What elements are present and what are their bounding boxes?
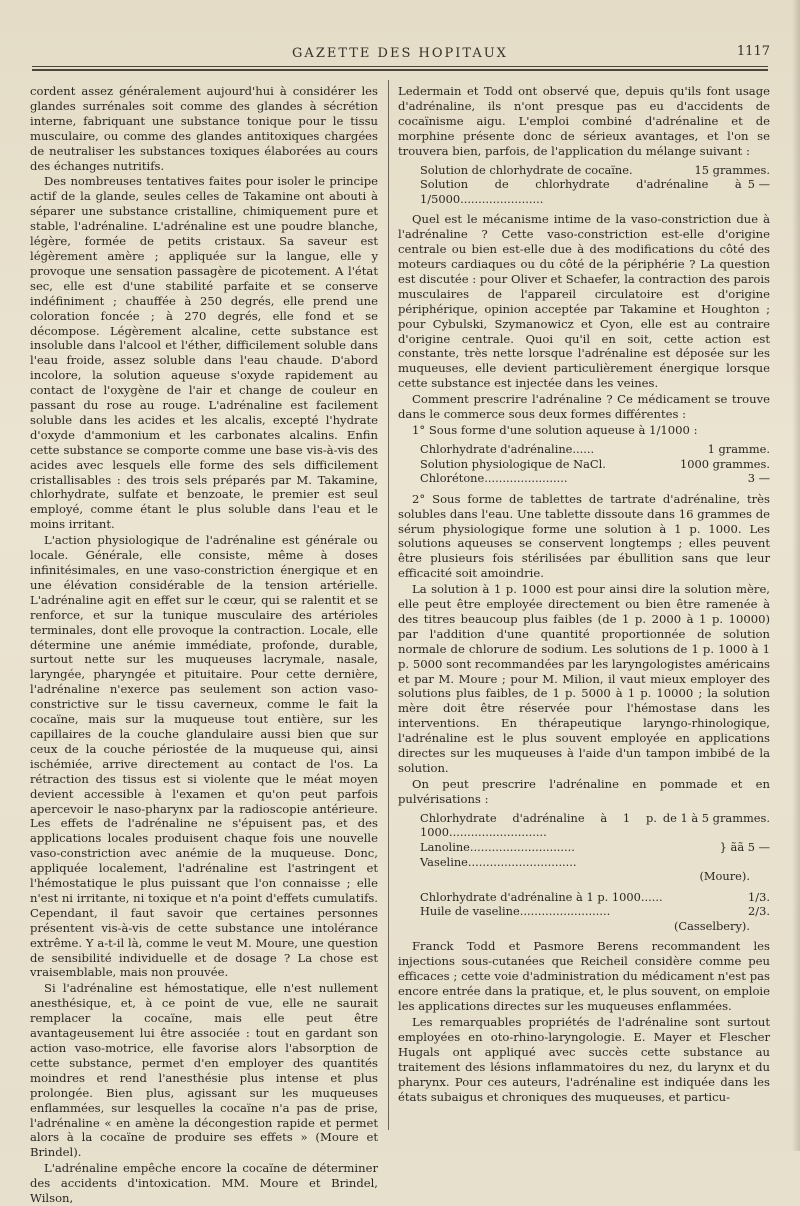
right-paragraph-2: Quel est le mécanisme intime de la vaso-constriction due à l'adrénaline ? Cette vaso-constriction est-elle d'origine centrale ou bien est-elle due à des modifications du côté des moteurs cardiaques ou du côté de la périphérie ? La question est discutée : pour Oliver et Schaefer, la contraction des parois musculaires de l'appareil circulatoire est d'origine périphérique, opinion acceptée par Takamine et Houghton ; pour Cybulski, Szymanowicz et Cyon, elle est au contraire d'origine centrale. Quoi qu'il en soit, cette action est constante, très nette lorsque l'adrénaline est déposée sur les muqueuses, elle devient particulièrement énergique lorsque cette substance est injectée dans les veines. <box>398 212 770 391</box>
recipe-line <box>420 163 770 178</box>
column-divider <box>388 80 389 1130</box>
recipe-author: (Moure). <box>699 869 750 884</box>
recipe-quantity: } ãã 5 — <box>719 839 770 854</box>
recipe-ingredient: Solution de chlorhydrate d'adrénaline à 1/5000....................... <box>420 177 742 206</box>
recipe-quantity: 1/3. <box>748 889 770 904</box>
recipe-line <box>420 904 770 919</box>
left-paragraph-4: Si l'adrénaline est hémostatique, elle n'est nullement anesthésique, et, à ce point de vue, elle ne saurait remplacer la cocaïne, mais elle peut être avantageusement lui être associée : tout en gardant son action vaso-motrice, elle favorise alors l'absorption de cette substance, permet d'en employer des quantités moindres et rend l'anesthésie plus intense et plus prolongée. Bien plus, agissant sur les muqueuses enflammées, sur lesquelles la cocaïne n'a pas de prise, l'adrénaline « en amène la décongestion rapide et permet alors à la cocaïne de produire ses effets » (Moure et Brindel). <box>30 981 378 1160</box>
right-paragraph-3: Comment prescrire l'adrénaline ? Ce médicament se trouve dans le commerce sous deux formes différentes : <box>398 392 770 422</box>
right-paragraph-4: 1° Sous forme d'une solution aqueuse à 1/1000 : <box>412 423 698 437</box>
header-rule-thin <box>32 66 768 67</box>
recipe-aqueous-solution <box>420 442 770 486</box>
page-edge-shadow <box>792 0 800 1151</box>
left-paragraph-2: Des nombreuses tentatives faites pour isoler le principe actif de la glande, seules celles de Takamine ont abouti à séparer une substance cristalline, chimiquement pure et stable, l'adrénaline. L'adrénaline est une poudre blanche, légère, formée de petits cristaux. Sa saveur est légèrement amère ; appliquée sur la langue, elle y provoque une sensation passagère de picotement. A l'état sec, elle est d'une stabilité parfaite et se conserve indéfiniment ; chauffée à 250 degrés, elle prend une coloration foncée ; à 270 degrés, elle fond et se décompose. Légèrement alcaline, cette substance est insoluble dans l'alcool et l'éther, difficilement soluble dans l'eau froide, assez soluble dans l'eau chaude. D'abord incolore, la solution aqueuse s'oxyde rapidement au contact de l'oxygène de l'air et change de couleur en passant du rose au rouge. L'adrénaline est facilement soluble dans les acides et les alcalis, excepté l'hydrate d'oxyde d'ammonium et les carbonates alcalins. Enfin cette substance se comporte comme une base vis-à-vis des acides avec lesquels elle forme des sels difficilement cristallisables : des trois sels préparés par M. Takamine, chlorhydrate, sulfate et benzoate, le premier est seul employé, comme étant le plus soluble dans l'eau et le moins irritant. <box>30 174 378 532</box>
recipe-ingredient: Vaseline.............................. <box>420 854 577 869</box>
right-paragraph-6: La solution à 1 p. 1000 est pour ainsi dire la solution mère, elle peut être employée directement ou bien être ramenée à des titres beaucoup plus faibles (de 1 p. 2000 à 1 p. 10000) par l'addition d'une quantité proportionnée de solution normale de chlorure de sodium. Les solutions de 1 p. 1000 à 1 p. 5000 sont recommandées par les laryngologistes américains et par M. Moure ; pour M. Milion, il vaut mieux employer des solutions plus faibles, de 1 p. 5000 à 1 p. 10000 ; la solution mère doit être réservée pour l'hémostase dans les interventions. En thérapeutique laryngo-rhinologique, l'adrénaline est le plus souvent employée en applications directes sur les muqueuses à l'aide d'un tampon imbibé de la solution. <box>398 582 770 775</box>
left-paragraph-3: L'action physiologique de l'adrénaline est générale ou locale. Générale, elle consiste, même à doses infinitésimales, en une vaso-constriction énergique et en une élévation considérable de la tension artérielle. L'adrénaline agit en effet sur le cœur, qui se ralentit et se renforce, et sur la tunique musculaire des artérioles terminales, dont elle provoque la contraction. Locale, elle détermine une anémie immédiate, profonde, durable, surtout nette sur les muqueuses lacrymale, nasale, laryngée, pharyngée et pituitaire. Pour cette dernière, l'adrénaline n'exerce pas seulement son action vaso-constrictive sur le tissu caverneux, comme le fait la cocaïne, mais sur la muqueuse tout entière, sur les capillaires de la couche glandulaire aussi bien que sur ceux de la couche périostée de la muqueuse qui, ainsi ischémiée, arrive directement au contact de l'os. La rétraction des tissus est si violente que le méat moyen devient accessible à l'examen et qu'on peut parfois apercevoir le naso-pharynx par la radioscopie antérieure. Les effets de l'adrénaline ne s'épuisent pas, et des applications locales produisent chaque fois une nouvelle vaso-constriction avec anémie de la muqueuse. Donc, appliquée localement, l'adrénaline est l'astringent et l'hémostatique le plus puissant que l'on connaisse ; elle n'est ni irritante, ni toxique et n'a point d'effets cumulatifs. Cependant, il faut savoir que certaines personnes présentent vis-à-vis de cette substance une intolérance extrême. Y a-t-il là, comme le veut M. Moure, une question de sensibilité individuelle et de dosage ? La chose est vraisemblable, mais non prouvée. <box>30 533 378 980</box>
right-paragraph-5: 2° Sous forme de tablettes de tartrate d'adrénaline, très solubles dans l'eau. Une tablette dissoute dans 16 grammes de sérum physiologique forme une solution à 1 p. 1000. Les solutions aqueuses se conservent longtemps ; elles peuvent être plusieurs fois stérilisées par ébullition sans que leur efficacité soit amoindrie. <box>398 491 770 581</box>
page-header <box>0 0 800 68</box>
left-paragraph-1: cordent assez généralement aujourd'hui à considérer les glandes surrénales soit comme des glandes à sécrétion interne, fabriquant une substance tonique pour le tissu musculaire, ou comme des glandes antitoxiques chargées de neutraliser les substances toxiques élaborées au cours des échanges nutritifs. <box>30 84 378 173</box>
recipe-ointment <box>420 811 770 884</box>
recipe-quantity: de 1 à 5 grammes. <box>662 810 770 825</box>
left-column <box>30 84 378 1206</box>
recipe-line <box>420 457 770 472</box>
recipe-cocaine-adrenaline <box>420 163 770 207</box>
right-paragraph-7: On peut prescrire l'adrénaline en pommade et en pulvérisations : <box>398 776 770 806</box>
recipe-line <box>420 840 770 855</box>
recipe-author: (Casselbery). <box>673 918 750 933</box>
recipe-ingredient: Solution de chlorhydrate de cocaïne. <box>420 162 633 177</box>
recipe-line <box>420 442 770 457</box>
recipe-ingredient: Lanoline............................. <box>420 839 575 854</box>
recipe-ingredient: Chlorhydrate d'adrénaline à 1 p. 1000...... <box>420 889 663 904</box>
recipe-quantity: 2/3. <box>748 904 770 919</box>
recipe-quantity: 5 — <box>747 177 770 192</box>
page-number: 1117 <box>736 44 770 59</box>
recipe-line <box>420 177 770 206</box>
recipe-quantity: 3 — <box>747 471 770 486</box>
recipe-quantity: 15 grammes. <box>694 162 770 177</box>
recipe-ingredient: Chlorhydrate d'adrénaline à 1 p. 1000........................... <box>420 810 657 840</box>
right-paragraph-8: Franck Todd et Pasmore Berens recommandent les injections sous-cutanées que Reicheil considère comme peu efficaces ; cette voie d'administration du médicament n'est pas encore entrée dans la pratique, et, le plus souvent, on emploie les applications directes sur les muqueuses enflammées. <box>398 939 770 1014</box>
right-column <box>398 84 770 1134</box>
recipe-quantity: 1000 grammes. <box>680 456 770 471</box>
recipe-ingredient: Chlorhydrate d'adrénaline...... <box>420 441 595 456</box>
right-paragraph-1: Ledermain et Todd ont observé que, depuis qu'ils font usage d'adrénaline, ils n'ont presque pas eu d'accidents de cocaïnisme aigu. L'emploi combiné d'adrénaline et de morphine présente donc de sérieux avantages, et l'on se trouvera bien, parfois, de l'application du mélange suivant : <box>398 84 770 158</box>
recipe-spray <box>420 890 770 934</box>
recipe-ingredient: Solution physiologique de NaCl. <box>420 456 606 471</box>
recipe-line <box>420 811 770 840</box>
header-rule-thick <box>32 69 768 71</box>
recipe-ingredient: Huile de vaseline......................... <box>420 904 611 919</box>
recipe-ingredient: Chlorétone....................... <box>420 471 568 486</box>
recipe-quantity: 1 gramme. <box>707 441 770 456</box>
recipe-line <box>420 471 770 486</box>
recipe-line <box>420 890 770 905</box>
left-paragraph-5: L'adrénaline empêche encore la cocaïne de déterminer des accidents d'intoxication. MM. Moure et Brindel, Wilson, <box>30 1161 378 1206</box>
running-title: GAZETTE DES HOPITAUX <box>292 46 508 61</box>
right-paragraph-9: Les remarquables propriétés de l'adrénaline sont surtout employées en oto-rhino-laryngologie. E. Mayer et Flescher Hugals ont appliqué avec succès cette substance au traitement des lésions inflammatoires du nez, du larynx et du pharynx. Pour ces auteurs, l'adrénaline est indiquée dans les états subaigus et chroniques des muqueuses, et particu- <box>398 1015 770 1104</box>
recipe-line <box>420 855 770 870</box>
